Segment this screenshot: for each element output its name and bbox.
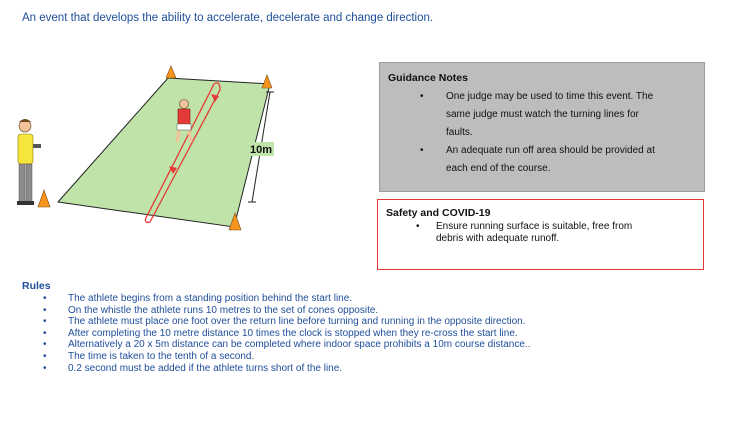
cone-near-left	[38, 190, 50, 207]
guidance-item: • An adequate run off area should be provided at each end of the course.	[388, 142, 694, 178]
rules-list	[40, 293, 530, 374]
course-illustration	[8, 62, 288, 242]
rule-item: • The time is taken to the tenth of a second.	[40, 351, 530, 363]
safety-box	[377, 199, 704, 270]
guidance-notes-box	[379, 62, 705, 192]
rule-item: • The athlete begins from a standing position behind the start line.	[40, 293, 530, 305]
rule-item: • After completing the 10 metre distance 10 times the clock is stopped when they re-cross the start line.	[40, 328, 530, 340]
guidance-item: • One judge may be used to time this event. The same judge must watch the turning lines for faults.	[388, 88, 694, 142]
cone-far-right	[262, 75, 272, 88]
cone-far-left	[166, 66, 176, 78]
safety-item: • Ensure running surface is suitable, free from debris with adequate runoff.	[386, 221, 693, 245]
guidance-list	[388, 88, 694, 178]
safety-title: Safety and COVID-19	[386, 207, 491, 219]
course-track	[58, 78, 273, 227]
guidance-title: Guidance Notes	[388, 72, 468, 84]
rule-item: • Alternatively a 20 x 5m distance can be completed where indoor space prohibits a 10m course distance..	[40, 339, 530, 351]
judge-figure	[17, 119, 41, 205]
intro-text: An event that develops the ability to accelerate, decelerate and change direction.	[22, 12, 434, 24]
rule-item: • The athlete must place one foot over the return line before turning and running in the opposite direction.	[40, 316, 530, 328]
rule-item: • 0.2 second must be added if the athlete turns short of the line.	[40, 363, 530, 375]
rule-item: • On the whistle the athlete runs 10 metres to the set of cones opposite.	[40, 305, 530, 317]
rules-title: Rules	[22, 280, 51, 292]
distance-label: 10m	[250, 144, 273, 156]
safety-list	[386, 221, 693, 245]
